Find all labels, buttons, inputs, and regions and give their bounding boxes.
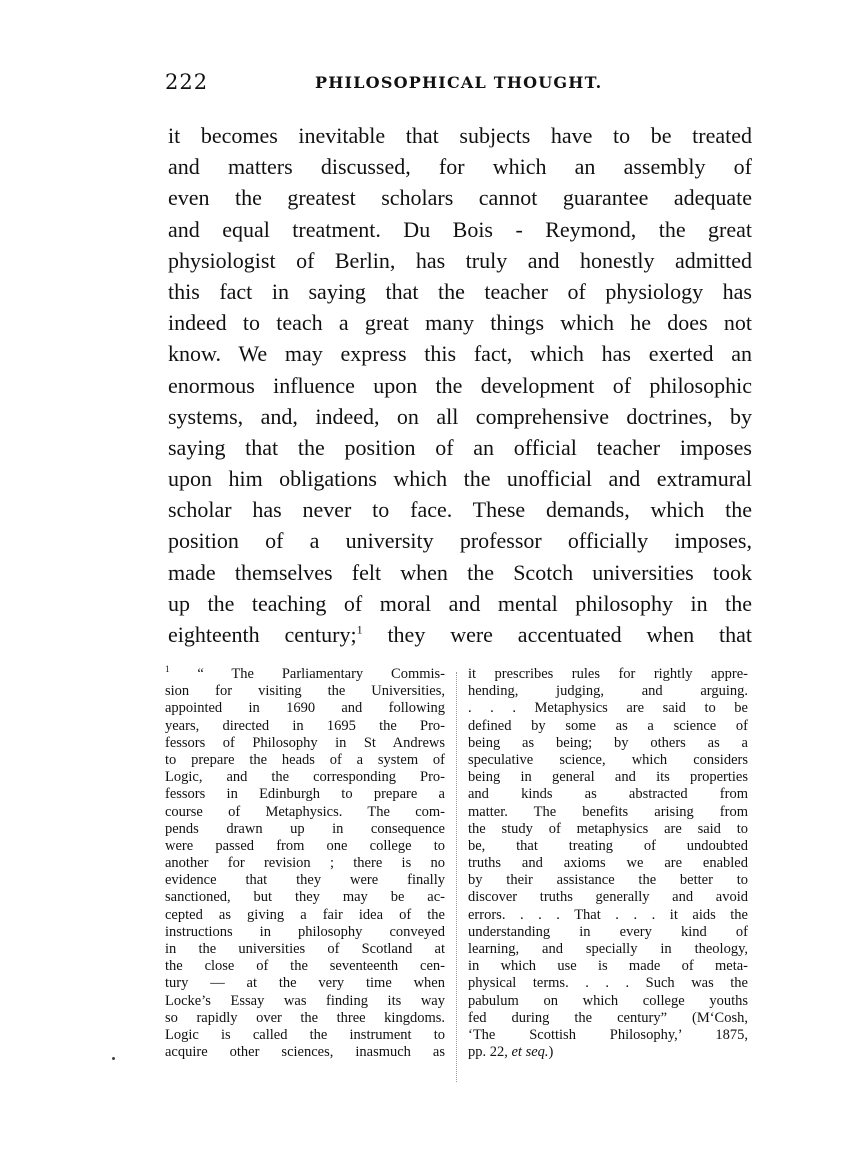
margin-mark xyxy=(112,1057,115,1060)
footnotes xyxy=(165,666,755,1086)
footnote-line: cepted as giving a fair idea of the xyxy=(165,906,445,923)
main-text xyxy=(168,120,752,650)
footnote-line: be, that treating of undoubted xyxy=(468,837,748,854)
text-line: this fact in saying that the teacher of physiology has xyxy=(168,278,752,304)
footnote-line: speculative science, which considers xyxy=(468,751,748,768)
footnote-line: the study of metaphysics are said to xyxy=(468,820,748,837)
footnote-line: the close of the seventeenth cen- xyxy=(165,958,445,975)
footnote-line: instructions in philosophy conveyed xyxy=(165,923,445,940)
footnote-line: by their assistance the better to xyxy=(468,872,748,889)
footnote-line: course of Metaphysics. The com- xyxy=(165,803,445,820)
footnote-line: in the universities of Scotland at xyxy=(165,941,445,957)
text-line: scholar has never to face. These demands, which the xyxy=(168,497,752,523)
text-line: physiologist of Berlin, has truly and honestly admitted xyxy=(168,247,752,273)
footnote-line: fed during the century” (M‘Cosh, xyxy=(468,1009,748,1026)
footnote-line: fessors of Philosophy in St Andrews xyxy=(165,734,445,751)
footnote-line: defined by some as a science of xyxy=(468,717,748,734)
footnote-line: years, directed in 1695 the Pro- xyxy=(165,717,445,734)
footnote-line: hending, judging, and arguing. xyxy=(468,683,748,700)
text-fragment: eighteenth century; xyxy=(168,622,357,647)
footnote-line: errors. . . . That . . . it aids the xyxy=(468,906,748,923)
footnote-line: Logic, and the corresponding Pro- xyxy=(165,769,445,786)
footnote-column-right xyxy=(468,666,748,1061)
running-title: PHILOSOPHICAL THOUGHT. xyxy=(315,73,603,92)
text-line: even the greatest scholars cannot guarantee adequate xyxy=(168,185,752,211)
text-line: enormous influence upon the development of philosophic xyxy=(168,372,752,398)
text-line: know. We may express this fact, which has exerted an xyxy=(168,341,752,367)
footnote-line: in which use is made of meta- xyxy=(468,958,748,975)
footnote-line: matter. The benefits arising from xyxy=(468,803,748,820)
page-number: 222 xyxy=(165,70,209,94)
footnote-line-last xyxy=(468,1044,748,1061)
footnote-line: Locke’s Essay was finding its way xyxy=(165,992,445,1009)
footnote-line: it prescribes rules for rightly appre- xyxy=(468,666,748,682)
footnote-line: and kinds as abstracted from xyxy=(468,786,748,803)
footnote-line: learning, and specially in theology, xyxy=(468,941,748,957)
text-line-last xyxy=(168,619,752,650)
text-line: up the teaching of moral and mental philosophy in the xyxy=(168,590,752,616)
footnote-line: truths and axioms we are enabled xyxy=(468,855,748,872)
footnote-line: evidence that they were finally xyxy=(165,872,445,889)
footnote-line: to prepare the heads of a system of xyxy=(165,751,445,768)
footnote-reference: 1 xyxy=(356,622,363,637)
footnote-column-left xyxy=(165,666,445,1061)
footnote-line: discover truths generally and avoid xyxy=(468,889,748,906)
text-line: saying that the position of an official teacher imposes xyxy=(168,434,752,460)
footnote-line: appointed in 1690 and following xyxy=(165,700,445,717)
footnote-line: were passed from one college to xyxy=(165,837,445,854)
footnote-line: sanctioned, but they may be ac- xyxy=(165,889,445,906)
footnote-line: acquire other sciences, inasmuch as xyxy=(165,1044,445,1061)
text-line: upon him obligations which the unofficial and extramural xyxy=(168,466,752,492)
text-line: indeed to teach a great many things which he does not xyxy=(168,310,752,336)
text-line: made themselves felt when the Scotch universities took xyxy=(168,559,752,585)
text-line: and equal treatment. Du Bois - Reymond, the great xyxy=(168,216,752,242)
footnote-line: pabulum on which college youths xyxy=(468,992,748,1009)
text-line: it becomes inevitable that subjects have to be treated xyxy=(168,123,752,148)
footnote-line: Logic is called the instrument to xyxy=(165,1026,445,1043)
footnote-line: tury — at the very time when xyxy=(165,975,445,992)
footnote-line: ‘The Scottish Philosophy,’ 1875, xyxy=(468,1026,748,1043)
text-fragment: they were accentuated when that xyxy=(362,622,752,647)
footnote-marker: 1 xyxy=(165,664,170,675)
text-line: position of a university professor officially imposes, xyxy=(168,528,752,554)
footnote-text: “ The Parliamentary Commis- xyxy=(197,666,446,682)
text-line: systems, and, indeed, on all comprehensive doctrines, by xyxy=(168,403,752,429)
footnote-line: another for revision ; there is no xyxy=(165,855,445,872)
footnote-line: understanding in every kind of xyxy=(468,923,748,940)
running-head xyxy=(165,70,755,100)
footnote-line: being as being; by others as a xyxy=(468,734,748,751)
text-fragment: pp. 22, xyxy=(468,1044,512,1061)
footnote-line: physical terms. . . . Such was the xyxy=(468,975,748,992)
text-fragment: ) xyxy=(548,1044,554,1061)
footnote-line: being in general and its properties xyxy=(468,769,748,786)
footnote-line: so rapidly over the three kingdoms. xyxy=(165,1009,445,1026)
text-line: and matters discussed, for which an assembly of xyxy=(168,154,752,180)
column-divider xyxy=(456,672,457,1082)
footnote-line: fessors in Edinburgh to prepare a xyxy=(165,786,445,803)
footnote-line: sion for visiting the Universities, xyxy=(165,683,445,700)
citation-italic: et seq. xyxy=(511,1044,549,1061)
footnote-line: . . . Metaphysics are said to be xyxy=(468,700,748,717)
footnote-first-line xyxy=(165,666,445,683)
footnote-line: pends drawn up in consequence xyxy=(165,820,445,837)
